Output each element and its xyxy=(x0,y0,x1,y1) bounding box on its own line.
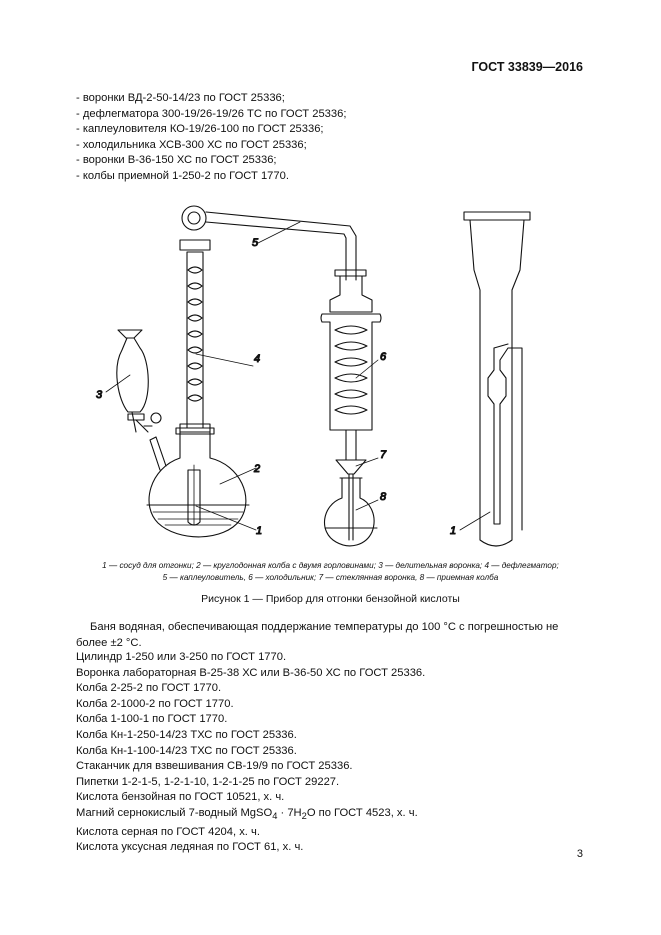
callout-label: 7 xyxy=(380,449,387,461)
figure-caption: Рисунок 1 — Прибор для отгонки бензойной кислоты xyxy=(201,593,460,605)
list-item: Цилиндр 1-250 или 3-250 по ГОСТ 1770. xyxy=(76,651,287,663)
reagent-list xyxy=(76,650,425,856)
callout-label: 1 xyxy=(450,525,457,537)
distillation-apparatus-figure xyxy=(80,200,600,552)
list-item: - воронки В-36-150 ХС по ГОСТ 25336; xyxy=(76,154,277,167)
list-item: Кислота уксусная ледяная по ГОСТ 61, х. ч. xyxy=(76,841,304,854)
equipment-list xyxy=(76,91,346,185)
list-item: Стаканчик для взвешивания СВ-19/9 по ГОСТ 25336. xyxy=(76,760,353,773)
page-number: 3 xyxy=(576,848,583,860)
list-item: Колба Кн-1-100-14/23 ТХС по ГОСТ 25336. xyxy=(76,744,297,757)
figure-legend-line: 5 — каплеуловитель, 6 — холодильник; 7 — стеклянная воронка, 8 — приемная колба xyxy=(162,573,499,582)
list-item: - каплеуловителя КО-19/26-100 по ГОСТ 25336; xyxy=(76,123,324,136)
callout-label: 2 xyxy=(254,463,261,475)
callout-label: 8 xyxy=(380,491,387,503)
water-bath xyxy=(150,505,246,525)
formula-text: · 7H xyxy=(277,806,302,819)
condenser xyxy=(321,276,381,460)
list-item: Колба 2-1000-2 по ГОСТ 1770. xyxy=(76,697,234,710)
figure-legend-line: 1 — сосуд для отгонки; 2 — круглодонная колба с двумя горловинами; 3 — делительная воронка; 4 — дефлегматор; xyxy=(102,561,559,570)
list-item: Воронка лабораторная В-25-38 ХС или В-36-50 ХС по ГОСТ 25336. xyxy=(76,666,426,679)
list-item: Пипетки 1-2-1-5, 1-2-1-10, 1-2-1-25 по ГОСТ 29227. xyxy=(76,775,340,788)
list-item-magnesium-sulfate xyxy=(76,806,425,825)
callout-label: 4 xyxy=(254,353,261,365)
side-neck xyxy=(150,437,166,470)
standard-header: ГОСТ 33839—2016 xyxy=(471,60,583,74)
list-item: - холодильника ХСВ-300 ХС по ГОСТ 25336; xyxy=(76,138,307,151)
receiving-flask xyxy=(325,478,377,546)
list-item: - колбы приемной 1-250-2 по ГОСТ 1770. xyxy=(76,169,289,182)
dephlegmator xyxy=(180,240,210,432)
formula-subscript: 4 xyxy=(272,811,278,822)
callout-label: 1 xyxy=(256,525,263,537)
list-item: Колба Кн-1-250-14/23 ТХС по ГОСТ 25336. xyxy=(76,728,297,741)
formula-text: Магний сернокислый 7-водный MgSO xyxy=(76,806,273,819)
list-item: - воронки ВД-2-50-14/23 по ГОСТ 25336; xyxy=(76,92,285,104)
round-bottom-flask xyxy=(147,428,249,537)
list-item: Колба 2-25-2 по ГОСТ 1770. xyxy=(76,682,222,695)
separating-funnel xyxy=(117,330,161,432)
list-item: Кислота бензойная по ГОСТ 10521, х. ч. xyxy=(76,791,285,804)
list-item: Колба 1-100-1 по ГОСТ 1770. xyxy=(76,713,228,726)
formula-text: O по ГОСТ 4523, х. ч. xyxy=(306,806,418,819)
list-item: Кислота серная по ГОСТ 4204, х. ч. xyxy=(76,825,260,838)
distillation-vessel xyxy=(188,465,200,525)
formula-subscript: 2 xyxy=(301,811,307,822)
callout-label: 3 xyxy=(96,389,103,401)
leader-lines xyxy=(106,222,490,530)
callout-label: 6 xyxy=(380,351,387,363)
list-item: - дефлегматора 300-19/26-19/26 ТС по ГОСТ 25336; xyxy=(76,107,347,120)
body-paragraph: Баня водяная, обеспечивающая поддержание температуры до 100 °С с погрешностью не более ±2 °С. xyxy=(76,621,559,649)
distillation-vessel-detail xyxy=(464,212,530,546)
callout-label: 5 xyxy=(252,237,259,249)
